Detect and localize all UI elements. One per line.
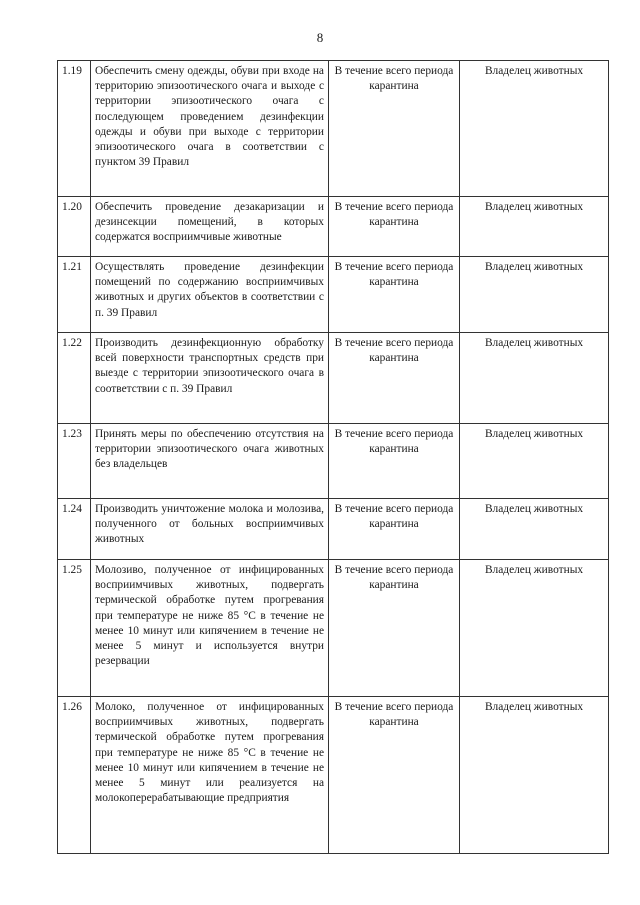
table-row	[58, 560, 609, 697]
measure-text: Обеспечить проведение дезакаризации и дезинсекции помещений, в которых содержатся восприимчивые животные	[91, 197, 329, 257]
table-row	[58, 61, 609, 197]
row-number: 1.23	[58, 424, 91, 499]
table-row	[58, 424, 609, 499]
table-row	[58, 197, 609, 257]
measure-text: Осуществлять проведение дезинфекции помещений по содержанию восприимчивых животных и других объектов в соответствии с п. 39 Правил	[91, 257, 329, 333]
page-number: 8	[316, 30, 324, 45]
responsible-text: Владелец животных	[460, 197, 609, 257]
measures-table	[57, 60, 609, 854]
term-text: В течение всего периода карантина	[329, 697, 460, 854]
measure-text: Молоко, полученное от инфицированных восприимчивых животных, подвергать термической обработке путем прогревания при температуре не ниже 85 °C в течение не менее 10 минут или кипячением в течение не менее 5 минут или реализуется на молокоперерабатывающие предприятия	[91, 697, 329, 854]
table-row	[58, 333, 609, 424]
row-number: 1.21	[58, 257, 91, 333]
table-row	[58, 697, 609, 854]
responsible-text: Владелец животных	[460, 697, 609, 854]
measure-text: Обеспечить смену одежды, обуви при входе на территорию эпизоотического очага и выходе с территории эпизоотического очага с последующем проведением дезинфекции одежды и обуви при выходе с территории эпизоотического очага в соответствии с пунктом 39 Правил	[91, 61, 329, 197]
table-row	[58, 257, 609, 333]
measure-text: Производить дезинфекционную обработку всей поверхности транспортных средств при выезде с территории эпизоотического очага в соответствии с п. 39 Правил	[91, 333, 329, 424]
responsible-text: Владелец животных	[460, 424, 609, 499]
measure-text: Производить уничтожение молока и молозива, полученного от больных восприимчивых животных	[91, 499, 329, 560]
responsible-text: Владелец животных	[460, 257, 609, 333]
term-text: В течение всего периода карантина	[329, 257, 460, 333]
term-text: В течение всего периода карантина	[329, 424, 460, 499]
row-number: 1.26	[58, 697, 91, 854]
row-number: 1.19	[58, 61, 91, 197]
row-number: 1.20	[58, 197, 91, 257]
measure-text: Молозиво, полученное от инфицированных восприимчивых животных, подвергать термической обработке путем прогревания при температуре не ниже 85 °C в течение не менее 10 минут или кипячением в течение не менее 5 минут и используется внутри резервации	[91, 560, 329, 697]
responsible-text: Владелец животных	[460, 560, 609, 697]
term-text: В течение всего периода карантина	[329, 499, 460, 560]
row-number: 1.22	[58, 333, 91, 424]
term-text: В течение всего периода карантина	[329, 197, 460, 257]
measure-text: Принять меры по обеспечению отсутствия на территории эпизоотического очага животных без владельцев	[91, 424, 329, 499]
term-text: В течение всего периода карантина	[329, 560, 460, 697]
row-number: 1.24	[58, 499, 91, 560]
responsible-text: Владелец животных	[460, 333, 609, 424]
row-number: 1.25	[58, 560, 91, 697]
term-text: В течение всего периода карантина	[329, 333, 460, 424]
responsible-text: Владелец животных	[460, 61, 609, 197]
table-row	[58, 499, 609, 560]
responsible-text: Владелец животных	[460, 499, 609, 560]
term-text: В течение всего периода карантина	[329, 61, 460, 197]
